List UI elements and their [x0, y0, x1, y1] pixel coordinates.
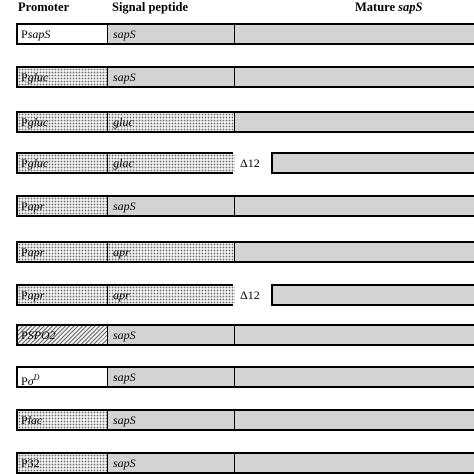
promoter-name: gluc	[27, 70, 49, 84]
signal-peptide-label: apr	[113, 288, 130, 302]
header-promoter: Promoter	[18, 0, 70, 14]
construct-row	[0, 23, 474, 45]
promoter-prefix: P	[21, 156, 28, 170]
promoter-prefix: P	[21, 374, 28, 388]
construct-bar	[16, 452, 474, 474]
mature-saps-segment	[271, 152, 474, 174]
promoter-segment	[18, 68, 108, 86]
construct-row	[0, 452, 474, 474]
signal-peptide-label: sapS	[113, 328, 136, 342]
promoter-name: SPO2	[27, 328, 56, 342]
construct-bar	[16, 23, 474, 45]
construct-bar	[16, 111, 474, 133]
construct-bar	[16, 324, 474, 346]
promoter-segment	[18, 286, 108, 304]
construct-row	[0, 409, 474, 431]
signal-peptide-segment	[108, 454, 235, 472]
promoter-signal-block	[16, 152, 233, 174]
promoter-segment	[18, 25, 108, 43]
construct-row	[0, 366, 474, 388]
construct-row	[0, 66, 474, 88]
header-mature-prefix: Mature	[355, 0, 399, 14]
mature-saps-segment	[271, 284, 474, 306]
promoter-label	[21, 70, 48, 85]
promoter-label	[21, 288, 44, 303]
promoter-prefix: P	[21, 413, 28, 427]
construct-row	[0, 195, 474, 217]
signal-peptide-segment	[108, 68, 235, 86]
promoter-name: gluc	[27, 156, 49, 170]
signal-peptide-label: sapS	[113, 413, 136, 427]
promoter-name: lac	[27, 413, 43, 427]
construct-row	[0, 111, 474, 133]
signal-peptide-label: sapS	[113, 456, 136, 470]
header-mature-gene: sapS	[398, 0, 423, 14]
construct-row	[0, 284, 474, 306]
promoter-label	[21, 115, 48, 130]
promoter-name: apr	[27, 199, 45, 213]
promoter-prefix: P	[21, 70, 28, 84]
construct-bar	[16, 366, 474, 388]
promoter-label	[21, 199, 44, 214]
signal-peptide-segment	[108, 411, 235, 429]
signal-peptide-segment	[108, 326, 235, 344]
construct-bar	[16, 241, 474, 263]
signal-peptide-segment	[108, 368, 235, 386]
promoter-name: apr	[27, 245, 45, 259]
promoter-label	[21, 456, 40, 471]
signal-peptide-segment	[108, 243, 235, 261]
signal-peptide-segment	[108, 197, 235, 215]
signal-peptide-segment	[108, 25, 235, 43]
header-mature-saps	[355, 0, 423, 14]
promoter-label	[21, 328, 56, 343]
promoter-name: σ	[27, 374, 34, 388]
signal-peptide-label: gluc	[113, 115, 134, 129]
signal-peptide-label: sapS	[113, 70, 136, 84]
promoter-prefix: P	[21, 328, 28, 342]
construct-bar	[16, 66, 474, 88]
construct-bar	[16, 195, 474, 217]
signal-peptide-segment	[108, 154, 235, 172]
promoter-prefix: P	[21, 245, 28, 259]
promoter-prefix: P32	[21, 456, 40, 470]
promoter-prefix: P	[21, 27, 28, 41]
promoter-superscript: D	[33, 373, 40, 382]
promoter-segment	[18, 454, 108, 472]
promoter-segment	[18, 411, 108, 429]
signal-peptide-label: sapS	[113, 199, 136, 213]
promoter-prefix: P	[21, 288, 28, 302]
signal-peptide-label: sapS	[113, 370, 136, 384]
promoter-label	[21, 27, 50, 42]
promoter-segment	[18, 197, 108, 215]
promoter-segment	[18, 113, 108, 131]
signal-peptide-label: glac	[113, 156, 134, 170]
promoter-name: gluc	[27, 115, 49, 129]
construct-row	[0, 152, 474, 174]
promoter-name: sapS	[27, 27, 51, 41]
promoter-signal-block	[16, 284, 233, 306]
promoter-segment	[18, 154, 108, 172]
construct-bar	[16, 409, 474, 431]
deletion-label: Δ12	[240, 156, 260, 170]
construct-row	[0, 324, 474, 346]
promoter-prefix: P	[21, 115, 28, 129]
promoter-label	[21, 413, 42, 428]
construct-row	[0, 241, 474, 263]
promoter-segment	[18, 368, 108, 386]
promoter-segment	[18, 326, 108, 344]
promoter-label	[21, 370, 39, 389]
signal-peptide-label: apr	[113, 245, 130, 259]
promoter-label	[21, 245, 44, 260]
signal-peptide-label: sapS	[113, 27, 136, 41]
promoter-segment	[18, 243, 108, 261]
signal-peptide-segment	[108, 286, 235, 304]
header-signal-peptide: Signal peptide	[112, 0, 189, 14]
promoter-prefix: P	[21, 199, 28, 213]
deletion-label: Δ12	[240, 288, 260, 302]
promoter-name: apr	[27, 288, 45, 302]
signal-peptide-segment	[108, 113, 235, 131]
promoter-label	[21, 156, 48, 171]
